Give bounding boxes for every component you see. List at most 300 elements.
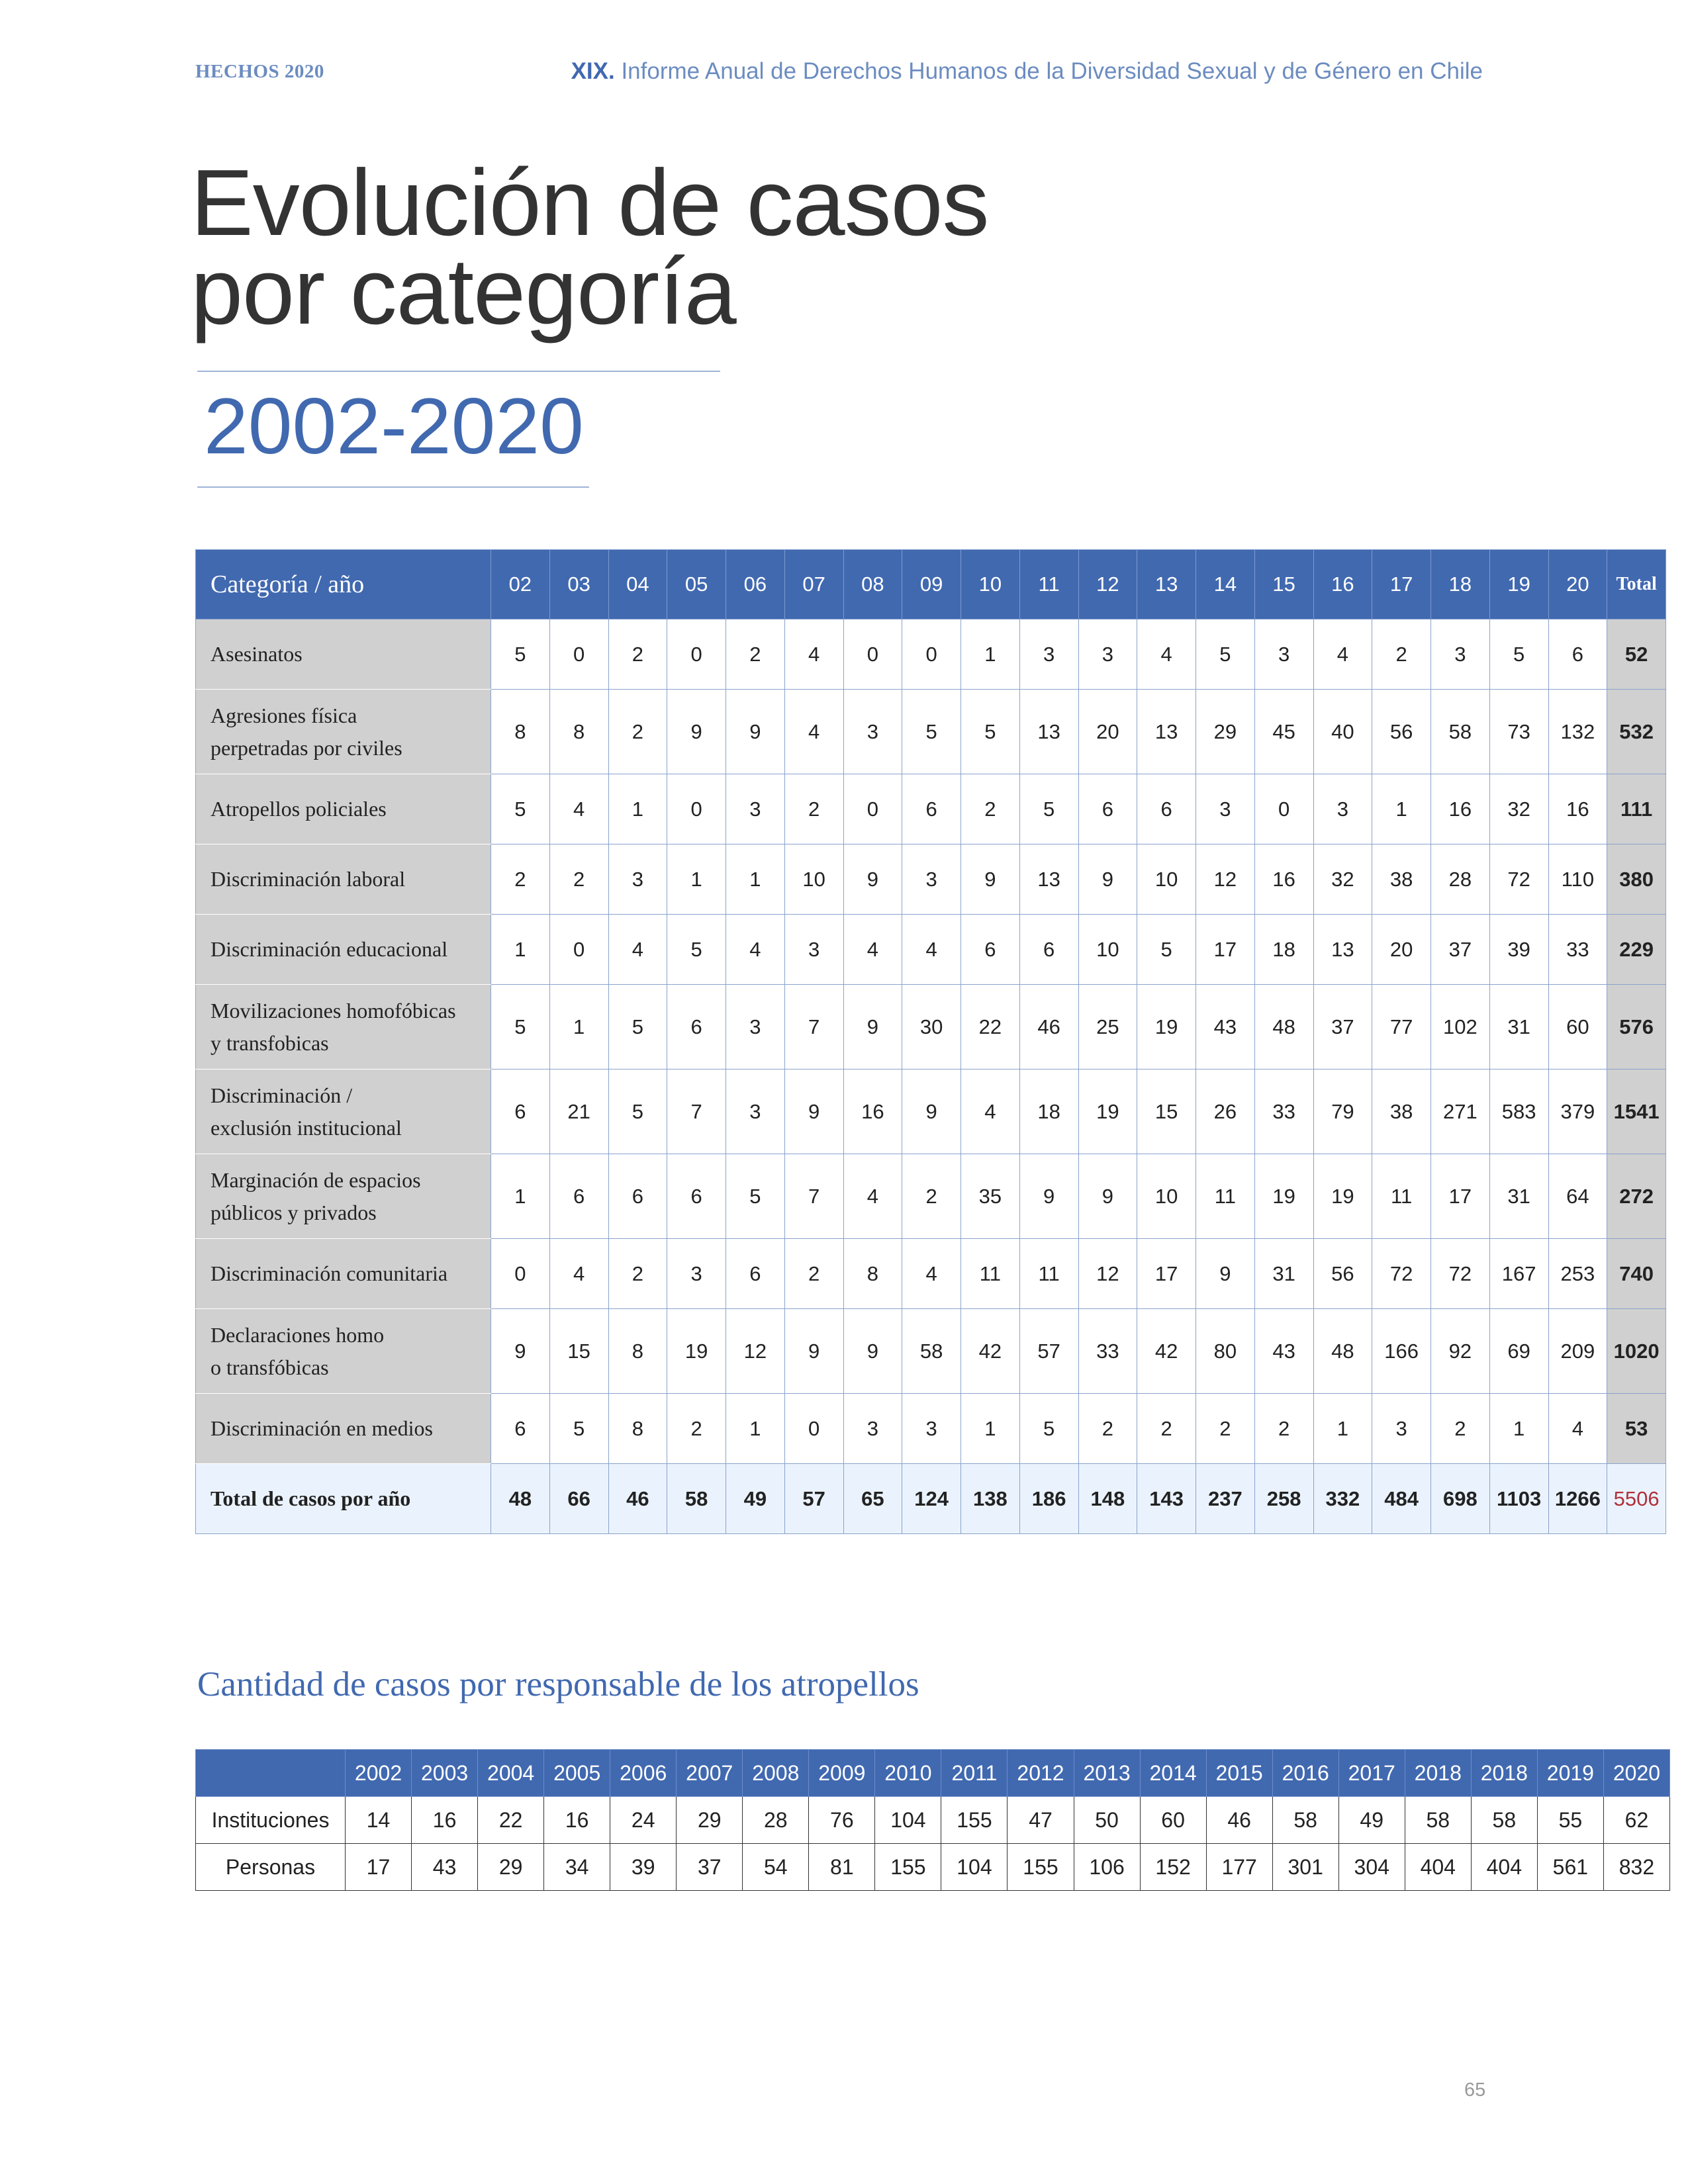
year-header: 2014 bbox=[1140, 1750, 1206, 1797]
value-cell: 167 bbox=[1489, 1239, 1548, 1309]
value-cell: 69 bbox=[1489, 1309, 1548, 1394]
value-cell: 16 bbox=[412, 1797, 478, 1844]
table-header-row bbox=[196, 550, 1666, 619]
value-cell: 20 bbox=[1372, 915, 1431, 985]
value-cell: 6 bbox=[726, 1239, 785, 1309]
value-cell: 7 bbox=[784, 985, 843, 1069]
value-cell: 0 bbox=[1254, 774, 1313, 844]
value-cell: 72 bbox=[1489, 844, 1548, 915]
value-cell: 9 bbox=[843, 1309, 902, 1394]
table-row bbox=[196, 619, 1666, 690]
category-label-line2: perpetradas por civiles bbox=[211, 735, 402, 760]
value-cell: 404 bbox=[1471, 1844, 1537, 1891]
value-cell: 31 bbox=[1489, 1154, 1548, 1239]
value-cell: 4 bbox=[784, 619, 843, 690]
value-cell: 4 bbox=[726, 915, 785, 985]
value-cell: 39 bbox=[1489, 915, 1548, 985]
value-cell: 6 bbox=[961, 915, 1020, 985]
value-cell: 5 bbox=[1137, 915, 1196, 985]
value-cell: 3 bbox=[1431, 619, 1490, 690]
value-cell: 9 bbox=[843, 844, 902, 915]
value-cell: 3 bbox=[843, 690, 902, 774]
value-cell: 0 bbox=[843, 619, 902, 690]
value-cell: 5 bbox=[667, 915, 726, 985]
value-cell: 3 bbox=[1372, 1394, 1431, 1464]
value-cell: 4 bbox=[1313, 619, 1372, 690]
value-cell: 37 bbox=[677, 1844, 743, 1891]
value-cell: 33 bbox=[1254, 1069, 1313, 1154]
value-cell: 73 bbox=[1489, 690, 1548, 774]
value-cell: 19 bbox=[1078, 1069, 1137, 1154]
value-cell: 2 bbox=[667, 1394, 726, 1464]
value-cell: 104 bbox=[875, 1797, 941, 1844]
year-total-cell: 698 bbox=[1431, 1464, 1490, 1534]
year-header: 17 bbox=[1372, 550, 1431, 619]
year-header: 2007 bbox=[677, 1750, 743, 1797]
value-cell: 29 bbox=[478, 1844, 544, 1891]
year-header: 2005 bbox=[544, 1750, 610, 1797]
row-total-cell: 111 bbox=[1607, 774, 1666, 844]
value-cell: 104 bbox=[941, 1844, 1008, 1891]
value-cell: 2 bbox=[608, 690, 667, 774]
year-header: 2008 bbox=[743, 1750, 809, 1797]
value-cell: 48 bbox=[1254, 985, 1313, 1069]
value-cell: 1 bbox=[1313, 1394, 1372, 1464]
value-cell: 18 bbox=[1254, 915, 1313, 985]
year-header: 2020 bbox=[1603, 1750, 1669, 1797]
row-total-cell: 532 bbox=[1607, 690, 1666, 774]
value-cell: 9 bbox=[961, 844, 1020, 915]
category-label bbox=[196, 1309, 491, 1394]
value-cell: 11 bbox=[1372, 1154, 1431, 1239]
value-cell: 2 bbox=[1137, 1394, 1196, 1464]
value-cell: 8 bbox=[491, 690, 550, 774]
value-cell: 57 bbox=[1019, 1309, 1078, 1394]
value-cell: 2 bbox=[1254, 1394, 1313, 1464]
row-total-cell: 1020 bbox=[1607, 1309, 1666, 1394]
value-cell: 3 bbox=[1254, 619, 1313, 690]
value-cell: 177 bbox=[1206, 1844, 1272, 1891]
category-label bbox=[196, 1154, 491, 1239]
value-cell: 77 bbox=[1372, 985, 1431, 1069]
value-cell: 12 bbox=[726, 1309, 785, 1394]
category-label-line1: Discriminación comunitaria bbox=[211, 1261, 448, 1285]
year-header: 2010 bbox=[875, 1750, 941, 1797]
year-header: 2012 bbox=[1008, 1750, 1074, 1797]
value-cell: 8 bbox=[608, 1309, 667, 1394]
value-cell: 33 bbox=[1548, 915, 1607, 985]
value-cell: 1 bbox=[726, 844, 785, 915]
row-total-cell: 1541 bbox=[1607, 1069, 1666, 1154]
year-header: 2016 bbox=[1272, 1750, 1338, 1797]
category-label bbox=[196, 690, 491, 774]
year-header: 08 bbox=[843, 550, 902, 619]
value-cell: 17 bbox=[1137, 1239, 1196, 1309]
value-cell: 6 bbox=[1137, 774, 1196, 844]
value-cell: 16 bbox=[1548, 774, 1607, 844]
year-header: 2019 bbox=[1537, 1750, 1603, 1797]
year-header: 16 bbox=[1313, 550, 1372, 619]
value-cell: 72 bbox=[1431, 1239, 1490, 1309]
value-cell: 1 bbox=[961, 1394, 1020, 1464]
value-cell: 56 bbox=[1313, 1239, 1372, 1309]
category-label bbox=[196, 985, 491, 1069]
category-label-line1: Discriminación / bbox=[211, 1083, 353, 1107]
value-cell: 253 bbox=[1548, 1239, 1607, 1309]
value-cell: 4 bbox=[549, 774, 608, 844]
value-cell: 379 bbox=[1548, 1069, 1607, 1154]
value-cell: 1 bbox=[549, 985, 608, 1069]
category-evolution-table bbox=[195, 549, 1666, 1534]
value-cell: 4 bbox=[843, 915, 902, 985]
value-cell: 16 bbox=[544, 1797, 610, 1844]
value-cell: 9 bbox=[843, 985, 902, 1069]
value-cell: 26 bbox=[1196, 1069, 1255, 1154]
year-header: 19 bbox=[1489, 550, 1548, 619]
year-header: 03 bbox=[549, 550, 608, 619]
value-cell: 9 bbox=[491, 1309, 550, 1394]
grand-total-cell: 5506 bbox=[1607, 1464, 1666, 1534]
value-cell: 4 bbox=[608, 915, 667, 985]
value-cell: 3 bbox=[667, 1239, 726, 1309]
value-cell: 48 bbox=[1313, 1309, 1372, 1394]
value-cell: 1 bbox=[608, 774, 667, 844]
value-cell: 43 bbox=[1196, 985, 1255, 1069]
value-cell: 3 bbox=[1019, 619, 1078, 690]
totals-label: Total de casos por año bbox=[196, 1464, 491, 1534]
value-cell: 6 bbox=[667, 985, 726, 1069]
value-cell: 0 bbox=[549, 915, 608, 985]
value-cell: 5 bbox=[726, 1154, 785, 1239]
value-cell: 4 bbox=[1137, 619, 1196, 690]
value-cell: 13 bbox=[1019, 844, 1078, 915]
year-header: 02 bbox=[491, 550, 550, 619]
value-cell: 16 bbox=[1254, 844, 1313, 915]
year-header: 2018 bbox=[1405, 1750, 1471, 1797]
value-cell: 32 bbox=[1313, 844, 1372, 915]
value-cell: 9 bbox=[784, 1309, 843, 1394]
value-cell: 110 bbox=[1548, 844, 1607, 915]
value-cell: 50 bbox=[1074, 1797, 1140, 1844]
value-cell: 271 bbox=[1431, 1069, 1490, 1154]
value-cell: 19 bbox=[1254, 1154, 1313, 1239]
value-cell: 7 bbox=[667, 1069, 726, 1154]
value-cell: 10 bbox=[1137, 844, 1196, 915]
value-cell: 64 bbox=[1548, 1154, 1607, 1239]
value-cell: 155 bbox=[875, 1844, 941, 1891]
value-cell: 28 bbox=[743, 1797, 809, 1844]
value-cell: 37 bbox=[1313, 985, 1372, 1069]
year-header: 2003 bbox=[412, 1750, 478, 1797]
value-cell: 15 bbox=[549, 1309, 608, 1394]
value-cell: 31 bbox=[1254, 1239, 1313, 1309]
table-row bbox=[196, 1069, 1666, 1154]
value-cell: 17 bbox=[346, 1844, 412, 1891]
header-left: HECHOS 2020 bbox=[195, 61, 324, 82]
year-header: 2006 bbox=[610, 1750, 677, 1797]
value-cell: 0 bbox=[549, 619, 608, 690]
table-row bbox=[196, 985, 1666, 1069]
category-label-line1: Atropellos policiales bbox=[211, 797, 387, 821]
value-cell: 1 bbox=[491, 915, 550, 985]
year-total-cell: 1103 bbox=[1489, 1464, 1548, 1534]
value-cell: 155 bbox=[941, 1797, 1008, 1844]
value-cell: 49 bbox=[1338, 1797, 1405, 1844]
value-cell: 29 bbox=[677, 1797, 743, 1844]
value-cell: 5 bbox=[902, 690, 961, 774]
year-total-cell: 1266 bbox=[1548, 1464, 1607, 1534]
category-label-line1: Movilizaciones homofóbicas bbox=[211, 998, 456, 1023]
value-cell: 72 bbox=[1372, 1239, 1431, 1309]
value-cell: 5 bbox=[1196, 619, 1255, 690]
value-cell: 3 bbox=[902, 844, 961, 915]
value-cell: 15 bbox=[1137, 1069, 1196, 1154]
table-row bbox=[196, 690, 1666, 774]
value-cell: 60 bbox=[1140, 1797, 1206, 1844]
value-cell: 55 bbox=[1537, 1797, 1603, 1844]
value-cell: 2 bbox=[608, 1239, 667, 1309]
value-cell: 3 bbox=[843, 1394, 902, 1464]
year-total-cell: 58 bbox=[667, 1464, 726, 1534]
value-cell: 5 bbox=[1489, 619, 1548, 690]
value-cell: 19 bbox=[1137, 985, 1196, 1069]
category-label-line1: Discriminación educacional bbox=[211, 937, 448, 961]
value-cell: 7 bbox=[784, 1154, 843, 1239]
value-cell: 583 bbox=[1489, 1069, 1548, 1154]
value-cell: 1 bbox=[961, 619, 1020, 690]
category-label bbox=[196, 1069, 491, 1154]
value-cell: 5 bbox=[491, 985, 550, 1069]
row-total-cell: 740 bbox=[1607, 1239, 1666, 1309]
table-row bbox=[196, 1309, 1666, 1394]
row-total-cell: 53 bbox=[1607, 1394, 1666, 1464]
title-rule-bottom bbox=[197, 486, 589, 488]
table-row bbox=[196, 1154, 1666, 1239]
year-header: 2011 bbox=[941, 1750, 1008, 1797]
year-header: 14 bbox=[1196, 550, 1255, 619]
value-cell: 37 bbox=[1431, 915, 1490, 985]
value-cell: 58 bbox=[1471, 1797, 1537, 1844]
table-row bbox=[196, 1239, 1666, 1309]
value-cell: 30 bbox=[902, 985, 961, 1069]
value-cell: 38 bbox=[1372, 844, 1431, 915]
value-cell: 13 bbox=[1137, 690, 1196, 774]
value-cell: 79 bbox=[1313, 1069, 1372, 1154]
year-header: 2004 bbox=[478, 1750, 544, 1797]
value-cell: 6 bbox=[1548, 619, 1607, 690]
value-cell: 58 bbox=[1431, 690, 1490, 774]
value-cell: 19 bbox=[1313, 1154, 1372, 1239]
value-cell: 22 bbox=[478, 1797, 544, 1844]
value-cell: 12 bbox=[1078, 1239, 1137, 1309]
category-label-line1: Asesinatos bbox=[211, 642, 303, 666]
year-header: 2013 bbox=[1074, 1750, 1140, 1797]
totals-row bbox=[196, 1464, 1666, 1534]
value-cell: 5 bbox=[1019, 774, 1078, 844]
row-total-cell: 229 bbox=[1607, 915, 1666, 985]
value-cell: 832 bbox=[1603, 1844, 1669, 1891]
value-cell: 5 bbox=[491, 774, 550, 844]
page-title-line2: por categoría bbox=[191, 239, 736, 344]
value-cell: 404 bbox=[1405, 1844, 1471, 1891]
value-cell: 10 bbox=[784, 844, 843, 915]
value-cell: 2 bbox=[1431, 1394, 1490, 1464]
value-cell: 16 bbox=[843, 1069, 902, 1154]
value-cell: 31 bbox=[1489, 985, 1548, 1069]
value-cell: 5 bbox=[549, 1394, 608, 1464]
value-cell: 42 bbox=[1137, 1309, 1196, 1394]
value-cell: 4 bbox=[1548, 1394, 1607, 1464]
category-label-line1: Marginación de espacios bbox=[211, 1167, 421, 1192]
value-cell: 6 bbox=[1019, 915, 1078, 985]
value-cell: 106 bbox=[1074, 1844, 1140, 1891]
value-cell: 0 bbox=[667, 619, 726, 690]
category-label-line2: exclusión institucional bbox=[211, 1115, 402, 1140]
value-cell: 3 bbox=[1078, 619, 1137, 690]
year-header: 18 bbox=[1431, 550, 1490, 619]
value-cell: 46 bbox=[1019, 985, 1078, 1069]
value-cell: 60 bbox=[1548, 985, 1607, 1069]
value-cell: 46 bbox=[1206, 1797, 1272, 1844]
table-row bbox=[196, 1797, 1670, 1844]
value-cell: 6 bbox=[667, 1154, 726, 1239]
value-cell: 3 bbox=[726, 1069, 785, 1154]
value-cell: 2 bbox=[608, 619, 667, 690]
value-cell: 28 bbox=[1431, 844, 1490, 915]
value-cell: 80 bbox=[1196, 1309, 1255, 1394]
year-total-cell: 49 bbox=[726, 1464, 785, 1534]
table-row bbox=[196, 774, 1666, 844]
category-label-line1: Discriminación laboral bbox=[211, 867, 406, 891]
year-total-cell: 332 bbox=[1313, 1464, 1372, 1534]
value-cell: 9 bbox=[1078, 844, 1137, 915]
page-years: 2002-2020 bbox=[204, 382, 584, 471]
value-cell: 39 bbox=[610, 1844, 677, 1891]
value-cell: 2 bbox=[491, 844, 550, 915]
value-cell: 29 bbox=[1196, 690, 1255, 774]
value-cell: 304 bbox=[1338, 1844, 1405, 1891]
category-label-line1: Discriminación en medios bbox=[211, 1416, 433, 1440]
total-header: Total bbox=[1607, 550, 1666, 619]
value-cell: 62 bbox=[1603, 1797, 1669, 1844]
year-total-cell: 46 bbox=[608, 1464, 667, 1534]
value-cell: 6 bbox=[491, 1394, 550, 1464]
page-title bbox=[191, 150, 989, 344]
category-label-line2: públicos y privados bbox=[211, 1200, 377, 1224]
value-cell: 561 bbox=[1537, 1844, 1603, 1891]
value-cell: 5 bbox=[1019, 1394, 1078, 1464]
value-cell: 3 bbox=[902, 1394, 961, 1464]
value-cell: 3 bbox=[726, 985, 785, 1069]
category-label-line1: Declaraciones homo bbox=[211, 1322, 385, 1347]
responsable-label: Instituciones bbox=[196, 1797, 346, 1844]
year-header: 15 bbox=[1254, 550, 1313, 619]
year-header: 05 bbox=[667, 550, 726, 619]
header-right bbox=[571, 58, 1483, 85]
responsables-corner-cell bbox=[196, 1750, 346, 1797]
responsable-label: Personas bbox=[196, 1844, 346, 1891]
value-cell: 45 bbox=[1254, 690, 1313, 774]
value-cell: 20 bbox=[1078, 690, 1137, 774]
value-cell: 17 bbox=[1431, 1154, 1490, 1239]
value-cell: 24 bbox=[610, 1797, 677, 1844]
value-cell: 2 bbox=[784, 774, 843, 844]
value-cell: 4 bbox=[902, 1239, 961, 1309]
table-row bbox=[196, 844, 1666, 915]
value-cell: 4 bbox=[961, 1069, 1020, 1154]
row-total-cell: 380 bbox=[1607, 844, 1666, 915]
value-cell: 6 bbox=[608, 1154, 667, 1239]
value-cell: 1 bbox=[726, 1394, 785, 1464]
year-total-cell: 148 bbox=[1078, 1464, 1137, 1534]
value-cell: 2 bbox=[1078, 1394, 1137, 1464]
year-total-cell: 66 bbox=[549, 1464, 608, 1534]
value-cell: 2 bbox=[549, 844, 608, 915]
responsables-title: Cantidad de casos por responsable de los atropellos bbox=[197, 1665, 919, 1704]
header-right-text: Informe Anual de Derechos Humanos de la Diversidad Sexual y de Género en Chile bbox=[621, 58, 1483, 84]
value-cell: 6 bbox=[491, 1069, 550, 1154]
value-cell: 3 bbox=[1196, 774, 1255, 844]
category-label bbox=[196, 915, 491, 985]
year-header: 2009 bbox=[809, 1750, 875, 1797]
year-total-cell: 124 bbox=[902, 1464, 961, 1534]
year-header: 2017 bbox=[1338, 1750, 1405, 1797]
value-cell: 38 bbox=[1372, 1069, 1431, 1154]
value-cell: 11 bbox=[1019, 1239, 1078, 1309]
year-total-cell: 65 bbox=[843, 1464, 902, 1534]
value-cell: 58 bbox=[1272, 1797, 1338, 1844]
category-label bbox=[196, 619, 491, 690]
value-cell: 22 bbox=[961, 985, 1020, 1069]
value-cell: 5 bbox=[608, 1069, 667, 1154]
value-cell: 8 bbox=[608, 1394, 667, 1464]
value-cell: 1 bbox=[1489, 1394, 1548, 1464]
category-label-line2: y transfobicas bbox=[211, 1030, 329, 1055]
value-cell: 1 bbox=[1372, 774, 1431, 844]
value-cell: 16 bbox=[1431, 774, 1490, 844]
value-cell: 19 bbox=[667, 1309, 726, 1394]
value-cell: 9 bbox=[1078, 1154, 1137, 1239]
value-cell: 0 bbox=[784, 1394, 843, 1464]
category-label bbox=[196, 1239, 491, 1309]
value-cell: 43 bbox=[412, 1844, 478, 1891]
table-row bbox=[196, 915, 1666, 985]
value-cell: 0 bbox=[491, 1239, 550, 1309]
year-total-cell: 186 bbox=[1019, 1464, 1078, 1534]
title-rule-top bbox=[197, 371, 720, 372]
row-total-cell: 52 bbox=[1607, 619, 1666, 690]
value-cell: 155 bbox=[1008, 1844, 1074, 1891]
value-cell: 40 bbox=[1313, 690, 1372, 774]
value-cell: 3 bbox=[784, 915, 843, 985]
year-total-cell: 484 bbox=[1372, 1464, 1431, 1534]
page-number: 65 bbox=[1464, 2079, 1486, 2101]
value-cell: 2 bbox=[726, 619, 785, 690]
year-header: 2018 bbox=[1471, 1750, 1537, 1797]
year-header: 12 bbox=[1078, 550, 1137, 619]
row-total-cell: 576 bbox=[1607, 985, 1666, 1069]
value-cell: 0 bbox=[667, 774, 726, 844]
value-cell: 54 bbox=[743, 1844, 809, 1891]
value-cell: 14 bbox=[346, 1797, 412, 1844]
value-cell: 9 bbox=[667, 690, 726, 774]
year-header: 13 bbox=[1137, 550, 1196, 619]
value-cell: 34 bbox=[544, 1844, 610, 1891]
value-cell: 13 bbox=[1313, 915, 1372, 985]
responsables-header-row bbox=[196, 1750, 1670, 1797]
value-cell: 9 bbox=[1019, 1154, 1078, 1239]
category-label-line2: o transfóbicas bbox=[211, 1355, 329, 1379]
